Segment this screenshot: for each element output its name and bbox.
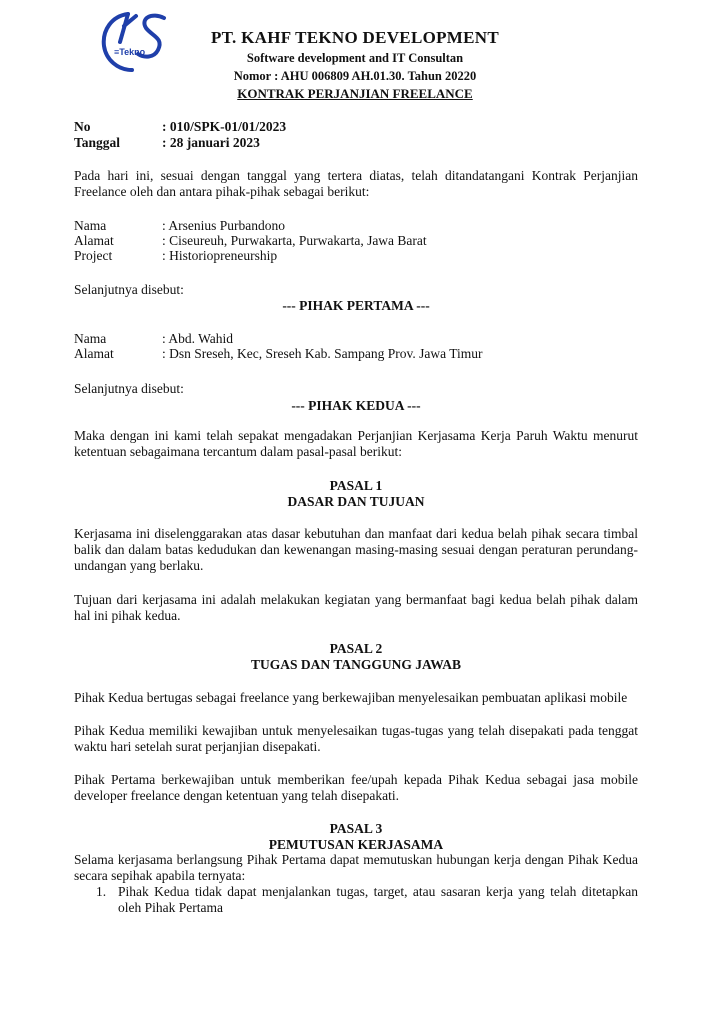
party1-project-value: : Historiopreneurship <box>162 248 278 263</box>
party1-title: --- PIHAK PERTAMA --- <box>282 298 430 313</box>
pasal2-paragraph-1: Pihak Kedua bertugas sebagai freelance yang berkewajiban menyelesaikan pembuatan aplikasi mobile <box>74 690 628 705</box>
company-tagline: Software development and IT Consultan <box>246 51 464 65</box>
party2-title: --- PIHAK KEDUA --- <box>291 398 421 413</box>
meta-number-row <box>74 119 286 135</box>
party1-name-label: Nama <box>74 218 107 233</box>
party1-address-value: : Ciseureuh, Purwakarta, Purwakarta, Jawa Barat <box>162 233 427 248</box>
party2-address-row <box>74 346 482 362</box>
logo-text: ≡Tekno <box>114 47 146 57</box>
meta-date-label: Tanggal <box>74 135 121 150</box>
pasal2-paragraph-3: Pihak Pertama berkewajiban untuk memberikan fee/upah kepada Pihak Kedua sebagai jasa mobile developer freelance dengan ketentuan yang telah disepakati. <box>74 772 638 803</box>
party2-name-value: : Abd. Wahid <box>162 331 234 346</box>
company-name: PT. KAHF TEKNO DEVELOPMENT <box>210 28 499 47</box>
pasal2-number: PASAL 2 <box>329 641 383 656</box>
pasal2-paragraph-2: Pihak Kedua memiliki kewajiban untuk menyelesaikan tugas-tugas yang telah disepakati pada tenggat waktu hari setelah surat perjanjian disepakati. <box>74 723 638 754</box>
party1-project-row <box>74 248 277 264</box>
pasal3-number: PASAL 3 <box>329 821 383 836</box>
meta-date-value: : 28 januari 2023 <box>162 135 260 150</box>
party1-name-row <box>74 218 285 234</box>
party2-name-row <box>74 331 233 347</box>
meta-date-row <box>74 135 260 151</box>
pasal1-number: PASAL 1 <box>329 478 383 493</box>
party1-project-label: Project <box>74 248 113 263</box>
list-item-number: 1. <box>96 884 107 899</box>
list-item-text: Pihak Kedua tidak dapat menjalankan tugas, target, atau sasaran kerja yang telah ditetapkan oleh Pihak Pertama <box>118 884 638 915</box>
document-title: KONTRAK PERJANJIAN FREELANCE <box>237 86 473 101</box>
registration-number: Nomor : AHU 006809 AH.01.30. Tahun 20220 <box>233 69 477 83</box>
party1-address-label: Alamat <box>74 233 114 248</box>
pasal3-paragraph-1: Selama kerjasama berlangsung Pihak Pertama dapat memutuskan hubungan kerja dengan Pihak Kedua secara sepihak apabila ternyata: <box>74 852 638 883</box>
meta-number-label: No <box>74 119 91 134</box>
party1-address-row <box>74 233 427 249</box>
meta-number-value: : 010/SPK-01/01/2023 <box>162 119 287 134</box>
pasal3-title: PEMUTUSAN KERJASAMA <box>268 837 444 852</box>
pasal1-title: DASAR DAN TUJUAN <box>287 494 425 509</box>
party2-address-label: Alamat <box>74 346 114 361</box>
party2-address-value: : Dsn Sreseh, Kec, Sreseh Kab. Sampang Prov. Jawa Timur <box>162 346 483 361</box>
pasal1-paragraph-2: Tujuan dari kerjasama ini adalah melakukan kegiatan yang bermanfaat bagi kedua belah pihak dalam hal ini pihak kedua. <box>74 592 638 623</box>
party2-name-label: Nama <box>74 331 107 346</box>
party1-name-value: : Arsenius Purbandono <box>162 218 285 233</box>
agreement-paragraph: Maka dengan ini kami telah sepakat mengadakan Perjanjian Kerjasama Kerja Paruh Waktu menurut ketentuan sebagaimana tercantum dalam pasal-pasal berikut: <box>74 428 638 459</box>
party1-referred-text: Selanjutnya disebut: <box>74 282 184 297</box>
intro-paragraph: Pada hari ini, sesuai dengan tanggal yang tertera diatas, telah ditandatangani Kontrak Perjanjian Freelance oleh dan antara pihak-pihak sebagai berikut: <box>74 168 638 199</box>
party2-referred-text: Selanjutnya disebut: <box>74 381 184 396</box>
pasal1-paragraph-1: Kerjasama ini diselenggarakan atas dasar kebutuhan dan manfaat dari kedua belah pihak secara timbal balik dan dalam batas kedudukan dan kewenangan masing-masing sesuai dengan peraturan perundang-undangan yang berlaku. <box>74 526 638 573</box>
list-item <box>96 884 638 916</box>
pasal2-title: TUGAS DAN TANGGUNG JAWAB <box>251 657 461 672</box>
